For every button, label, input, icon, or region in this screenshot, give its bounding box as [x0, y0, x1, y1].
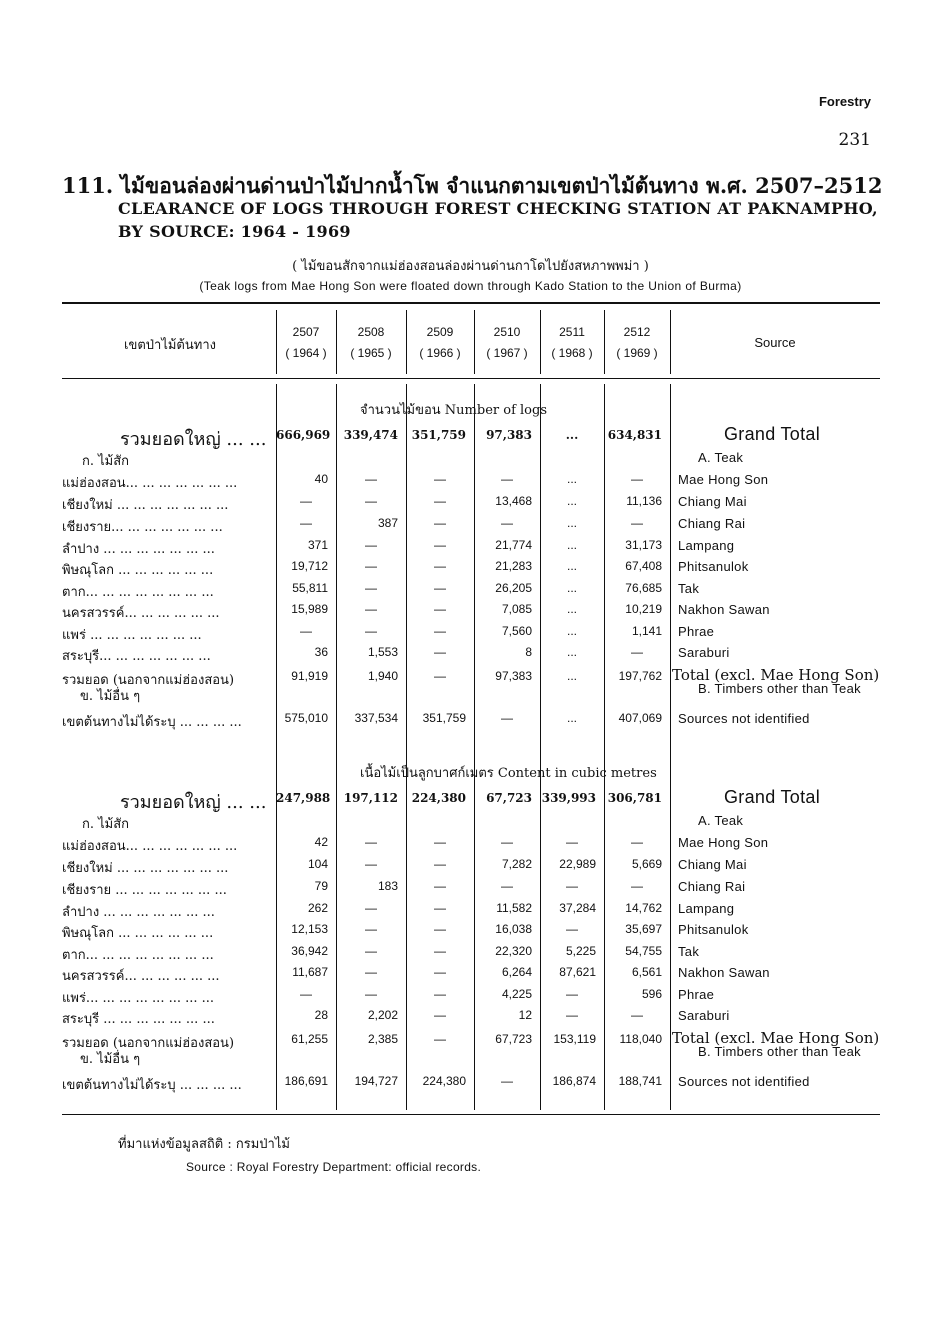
cell-value: 11,582 [496, 901, 532, 915]
row-label-english: A. Teak [698, 813, 744, 828]
row-label-english: A. Teak [698, 450, 744, 465]
cell-value: 76,685 [625, 581, 662, 595]
row-label-english: Saraburi [678, 1008, 730, 1023]
row-label-english: Chiang Rai [678, 879, 746, 894]
cell-value: 186,691 [284, 1074, 328, 1088]
table-number: 111. [62, 173, 114, 198]
year-header-be: 2511 [559, 325, 585, 339]
year-header-ce: ( 1965 ) [350, 346, 392, 360]
cell-value: ... [566, 472, 577, 486]
section-title: เนื้อไม้เป็นลูกบาศก์เมตร Content in cubic metres [360, 766, 657, 781]
cell-value: 12 [518, 1008, 532, 1022]
cell-value: 371 [307, 538, 328, 552]
cell-value: ... [566, 624, 577, 638]
table-title-thai-text: ไม้ขอนล่องผ่านด่านป่าไม้ปากน้ำโพ จำแนกตามเขตป่าไม้ต้นทาง พ.ศ. 2507–2512 [120, 173, 883, 198]
cell-value: 596 [641, 987, 662, 1001]
row-label-thai: เชียงใหม่ ... ... ... ... ... ... ... [62, 861, 229, 876]
row-label-english: Total (excl. Mae Hong Son) [672, 1029, 880, 1047]
row-label-thai: พิษณุโลก ... ... ... ... ... ... [62, 563, 214, 578]
body-column-divider [336, 384, 337, 1110]
cell-value: 10,219 [625, 602, 662, 616]
cell-value: 11,136 [626, 494, 662, 508]
year-header-be: 2507 [292, 325, 320, 339]
cell-value: 21,283 [495, 559, 532, 573]
row-label-thai: เขตต้นทางไม่ได้ระบุ ... ... ... ... [62, 1078, 242, 1093]
cell-value: 79 [314, 879, 328, 893]
table-top-rule [62, 302, 880, 304]
row-label-thai: นครสวรรค์... ... ... ... ... ... [62, 969, 220, 984]
table-header-rule [62, 378, 880, 379]
cell-value: ... [566, 645, 577, 659]
row-label-english: Lampang [678, 901, 735, 916]
cell-value: — [434, 602, 446, 616]
row-label-thai: เชียงราย... ... ... ... ... ... ... [62, 520, 223, 535]
cell-value: 67,723 [495, 1032, 532, 1046]
row-label-thai: แพร่... ... ... ... ... ... ... ... [62, 991, 215, 1006]
cell-value: — [631, 516, 643, 530]
row-label-english: Phitsanulok [678, 559, 749, 574]
cell-value: ... [566, 516, 577, 530]
cell-value: — [434, 901, 446, 915]
year-header-be: 2508 [357, 325, 385, 339]
row-label-thai: ข. ไม้อื่น ๆ [80, 1052, 141, 1067]
source-note-english: Source : Royal Forestry Department: official records. [186, 1160, 482, 1174]
row-label-thai: แม่ฮ่องสอน... ... ... ... ... ... ... [62, 476, 238, 491]
row-label-english: Mae Hong Son [678, 472, 769, 487]
row-label-thai: ก. ไม้สัก [82, 454, 130, 469]
cell-value: 104 [307, 857, 328, 871]
cell-value: — [631, 1008, 643, 1022]
row-label-thai: สระบุรี ... ... ... ... ... ... ... [62, 1012, 215, 1027]
cell-value: — [501, 879, 513, 893]
cell-value: — [501, 711, 513, 725]
cell-value: 2,385 [367, 1032, 398, 1046]
table-title-english-line2: BY SOURCE: 1964 - 1969 [118, 222, 351, 241]
cell-value: — [434, 559, 446, 573]
section-title: จำนวนไม้ขอน Number of logs [360, 403, 547, 418]
cell-value: — [566, 835, 578, 849]
cell-value: — [631, 879, 643, 893]
row-label-english: Phrae [678, 624, 715, 639]
row-label-english: Mae Hong Son [678, 835, 769, 850]
cell-value: — [434, 965, 446, 979]
cell-value: — [434, 922, 446, 936]
cell-value: ... [566, 494, 577, 508]
row-label-thai: ลำปาง ... ... ... ... ... ... ... [62, 905, 215, 920]
cell-value: 197,762 [618, 669, 662, 683]
year-header-be: 2510 [493, 325, 521, 339]
cell-value: 91,919 [291, 669, 328, 683]
cell-value: 5,669 [631, 857, 662, 871]
cell-value: ... [566, 602, 577, 616]
cell-value: 339,474 [343, 428, 398, 442]
section-label: Forestry [818, 94, 871, 109]
header-column-divider [276, 310, 277, 374]
cell-value: — [566, 879, 578, 893]
cell-value: — [365, 987, 377, 1001]
row-label-english: Nakhon Sawan [678, 602, 770, 617]
cell-value: — [434, 835, 446, 849]
year-header-ce: ( 1968 ) [551, 346, 593, 360]
cell-value: 118,040 [619, 1032, 662, 1046]
cell-value: 387 [377, 516, 398, 530]
cell-value: 97,383 [495, 669, 532, 683]
cell-value: 337,534 [354, 711, 398, 725]
cell-value: — [365, 835, 377, 849]
cell-value: — [434, 581, 446, 595]
cell-value: 42 [314, 835, 328, 849]
cell-value: — [566, 922, 578, 936]
cell-value: 22,989 [559, 857, 596, 871]
cell-value: 407,069 [618, 711, 662, 725]
cell-value: 36,942 [291, 944, 328, 958]
row-label-english: Saraburi [678, 645, 730, 660]
year-header-ce: ( 1969 ) [616, 346, 658, 360]
row-label-thai: ตาก... ... ... ... ... ... ... ... [62, 585, 214, 600]
cell-value: 40 [314, 472, 328, 486]
cell-value: 21,774 [495, 538, 532, 552]
row-label-english: Grand Total [724, 424, 821, 444]
cell-value: — [631, 835, 643, 849]
row-label-english: Sources not identified [678, 1074, 810, 1089]
year-header-ce: ( 1964 ) [285, 346, 327, 360]
cell-value: — [566, 1008, 578, 1022]
cell-value: 186,874 [552, 1074, 596, 1088]
cell-value: 6,561 [631, 965, 662, 979]
cell-value: 7,085 [501, 602, 532, 616]
cell-value: 61,255 [291, 1032, 328, 1046]
cell-value: — [434, 516, 446, 530]
year-header-be: 2512 [623, 325, 651, 339]
cell-value: ... [566, 538, 577, 552]
year-header-ce: ( 1967 ) [486, 346, 528, 360]
cell-value: — [365, 857, 377, 871]
cell-value: 26,205 [495, 581, 532, 595]
cell-value: — [434, 538, 446, 552]
cell-value: 5,225 [565, 944, 596, 958]
row-label-thai: ตาก... ... ... ... ... ... ... ... [62, 948, 214, 963]
cell-value: — [631, 645, 643, 659]
cell-value: 1,553 [367, 645, 398, 659]
row-label-thai: แม่ฮ่องสอน... ... ... ... ... ... ... [62, 839, 238, 854]
cell-value: 16,038 [495, 922, 532, 936]
row-label-english: B. Timbers other than Teak [698, 681, 861, 696]
row-label-thai: เขตต้นทางไม่ได้ระบุ ... ... ... ... [62, 715, 242, 730]
row-label-thai: ก. ไม้สัก [82, 817, 130, 832]
cell-value: 67,723 [486, 791, 532, 805]
cell-value: 97,383 [486, 428, 532, 442]
cell-value: 6,264 [501, 965, 532, 979]
cell-value: 19,712 [291, 559, 328, 573]
row-label-english: Chiang Mai [678, 857, 747, 872]
cell-value: 1,940 [367, 669, 398, 683]
row-label-thai: นครสวรรค์... ... ... ... ... ... [62, 606, 220, 621]
cell-value: — [631, 472, 643, 486]
row-label-thai: สระบุรี... ... ... ... ... ... ... [62, 649, 211, 664]
header-column-divider [474, 310, 475, 374]
cell-value: — [365, 624, 377, 638]
cell-value: 224,380 [422, 1074, 466, 1088]
cell-value: 13,468 [495, 494, 532, 508]
column-header-thai: เขตป่าไม้ต้นทาง [124, 338, 216, 353]
cell-value: — [434, 494, 446, 508]
cell-value: 247,988 [276, 791, 331, 805]
cell-value: 55,811 [292, 581, 328, 595]
row-label-english: Nakhon Sawan [678, 965, 770, 980]
year-header-ce: ( 1966 ) [419, 346, 461, 360]
header-column-divider [406, 310, 407, 374]
row-label-thai: ข. ไม้อื่น ๆ [80, 689, 141, 704]
cell-value: — [365, 538, 377, 552]
cell-value: 153,119 [553, 1032, 596, 1046]
cell-value: 339,993 [541, 791, 596, 805]
cell-value: — [365, 965, 377, 979]
header-column-divider [604, 310, 605, 374]
cell-value: 36 [314, 645, 328, 659]
cell-value: — [434, 1032, 446, 1046]
cell-value: — [365, 602, 377, 616]
row-label-thai: แพร่ ... ... ... ... ... ... ... [62, 628, 202, 643]
cell-value: — [365, 901, 377, 915]
cell-value: 262 [307, 901, 328, 915]
column-header-source: Source [754, 335, 796, 350]
row-label-english: Sources not identified [678, 711, 810, 726]
cell-value: ... [565, 428, 579, 442]
cell-value: 8 [525, 645, 532, 659]
cell-value: — [434, 624, 446, 638]
cell-value: — [365, 559, 377, 573]
cell-value: — [300, 494, 312, 508]
cell-value: 183 [377, 879, 398, 893]
cell-value: ... [566, 581, 577, 595]
cell-value: — [434, 669, 446, 683]
row-label-thai: เชียงราย ... ... ... ... ... ... ... [62, 883, 227, 898]
cell-value: — [300, 624, 312, 638]
body-column-divider [670, 384, 671, 1110]
row-label-english: Total (excl. Mae Hong Son) [672, 666, 880, 684]
cell-value: 306,781 [607, 791, 662, 805]
cell-value: 14,762 [625, 901, 662, 915]
cell-value: — [365, 581, 377, 595]
body-column-divider [540, 384, 541, 1110]
row-label-english: Grand Total [724, 787, 821, 807]
cell-value: 22,320 [495, 944, 532, 958]
cell-value: 224,380 [411, 791, 466, 805]
row-label-thai: รวมยอดใหญ่ ... ... [120, 792, 267, 813]
cell-value: — [434, 879, 446, 893]
cell-value: — [434, 645, 446, 659]
subtitle-english: (Teak logs from Mae Hong Son were floated down through Kado Station to the Union of Burma) [199, 279, 742, 293]
cell-value: — [365, 944, 377, 958]
body-column-divider [276, 384, 277, 1110]
row-label-english: Phrae [678, 987, 715, 1002]
cell-value: — [501, 835, 513, 849]
row-label-english: Lampang [678, 538, 735, 553]
cell-value: 37,284 [559, 901, 596, 915]
cell-value: ... [566, 711, 577, 725]
subtitle-thai: ( ไม้ขอนสักจากแม่ฮ่องสอนล่องผ่านด่านกาโดไปยังสหภาพพม่า ) [292, 259, 649, 274]
row-label-thai: เชียงใหม่ ... ... ... ... ... ... ... [62, 498, 229, 513]
cell-value: 11,687 [292, 965, 328, 979]
cell-value: — [434, 944, 446, 958]
row-label-english: Chiang Mai [678, 494, 747, 509]
cell-value: — [501, 1074, 513, 1088]
row-label-english: Tak [678, 944, 700, 959]
cell-value: — [434, 1008, 446, 1022]
cell-value: 67,408 [625, 559, 662, 573]
page-number: 231 [838, 130, 871, 150]
cell-value: — [434, 987, 446, 1001]
row-label-thai: รวมยอด (นอกจากแม่ฮ่องสอน) [62, 1036, 235, 1051]
row-label-thai: รวมยอดใหญ่ ... ... [120, 429, 267, 450]
cell-value: 7,282 [501, 857, 532, 871]
row-label-thai: รวมยอด (นอกจากแม่ฮ่องสอน) [62, 673, 235, 688]
cell-value: 351,759 [411, 428, 466, 442]
cell-value: 666,969 [276, 428, 331, 442]
row-label-thai: พิษณุโลก ... ... ... ... ... ... [62, 926, 214, 941]
cell-value: 31,173 [625, 538, 662, 552]
table-title-english-line1: CLEARANCE OF LOGS THROUGH FOREST CHECKING STATION AT PAKNAMPHO, [118, 199, 878, 218]
header-column-divider [540, 310, 541, 374]
cell-value: 351,759 [422, 711, 466, 725]
year-header-be: 2509 [426, 325, 454, 339]
cell-value: 4,225 [501, 987, 532, 1001]
cell-value: 12,153 [291, 922, 328, 936]
cell-value: ... [566, 669, 577, 683]
row-label-english: Tak [678, 581, 700, 596]
cell-value: 188,741 [618, 1074, 662, 1088]
cell-value: 1,141 [631, 624, 662, 638]
body-column-divider [604, 384, 605, 1110]
cell-value: — [300, 516, 312, 530]
cell-value: 194,727 [354, 1074, 398, 1088]
cell-value: ... [566, 559, 577, 573]
cell-value: — [365, 494, 377, 508]
body-column-divider [474, 384, 475, 1110]
cell-value: 634,831 [607, 428, 662, 442]
cell-value: — [566, 987, 578, 1001]
body-column-divider [406, 384, 407, 1110]
cell-value: — [434, 857, 446, 871]
cell-value: — [365, 472, 377, 486]
row-label-thai: ลำปาง ... ... ... ... ... ... ... [62, 542, 215, 557]
row-label-english: B. Timbers other than Teak [698, 1044, 861, 1059]
cell-value: 197,112 [343, 791, 398, 805]
cell-value: 35,697 [625, 922, 662, 936]
cell-value: — [365, 922, 377, 936]
row-label-english: Chiang Rai [678, 516, 746, 531]
cell-value: 28 [314, 1008, 328, 1022]
cell-value: — [501, 472, 513, 486]
header-column-divider [336, 310, 337, 374]
source-note-thai: ที่มาแห่งข้อมูลสถิติ : กรมป่าไม้ [118, 1137, 290, 1152]
cell-value: — [501, 516, 513, 530]
table-bottom-rule [62, 1114, 880, 1115]
cell-value: 15,989 [291, 602, 328, 616]
cell-value: 2,202 [367, 1008, 398, 1022]
cell-value: 575,010 [284, 711, 328, 725]
cell-value: — [300, 987, 312, 1001]
cell-value: 54,755 [625, 944, 662, 958]
row-label-english: Phitsanulok [678, 922, 749, 937]
cell-value: 7,560 [501, 624, 532, 638]
cell-value: 87,621 [559, 965, 596, 979]
cell-value: — [434, 472, 446, 486]
